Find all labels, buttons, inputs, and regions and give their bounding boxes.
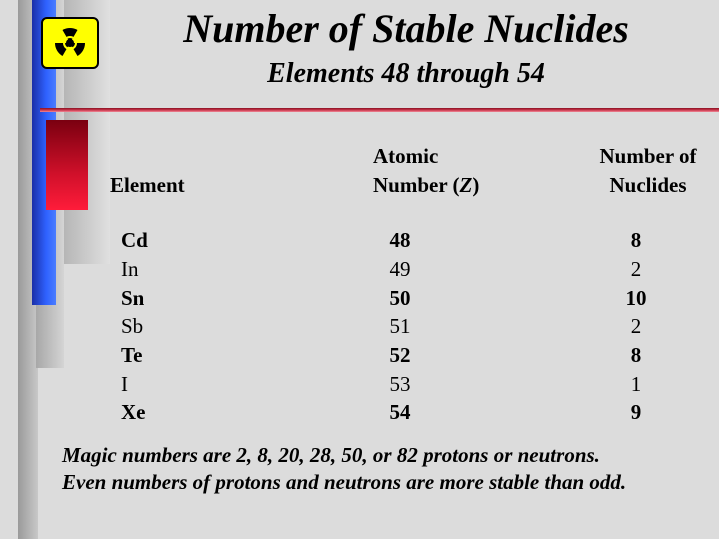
- table-row: [0, 370, 719, 398]
- page-subtitle: Elements 48 through 54: [267, 58, 545, 89]
- nuclide-count: 8: [630, 343, 642, 367]
- header-atomic-line2: [373, 171, 479, 200]
- table-row: [0, 255, 719, 283]
- element-symbol: Sb: [121, 314, 144, 338]
- header-atomic-prefix: Number (: [373, 173, 460, 197]
- nuclide-count: 2: [630, 257, 642, 281]
- element-symbol: Sn: [121, 286, 145, 310]
- header-atomic-number: [373, 142, 479, 200]
- table-row: [0, 284, 719, 312]
- nuclide-count: 9: [630, 400, 642, 424]
- atomic-number: 51: [389, 314, 411, 338]
- element-symbol: In: [121, 257, 139, 281]
- title-divider: [40, 108, 719, 112]
- header-atomic-suffix: ): [472, 173, 480, 197]
- atomic-number: 53: [389, 372, 411, 396]
- header-element: Element: [110, 173, 185, 197]
- header-nuclides: [590, 142, 706, 200]
- table-row: [0, 312, 719, 340]
- atomic-number: 48: [389, 228, 411, 252]
- page-title: Number of Stable Nuclides: [183, 6, 629, 51]
- radiation-hazard-icon: [50, 23, 90, 63]
- table-row: [0, 398, 719, 426]
- element-symbol: Te: [121, 343, 143, 367]
- note-even-odd: Even numbers of protons and neutrons are more stable than odd.: [62, 470, 627, 494]
- nuclide-count: 1: [630, 372, 642, 396]
- atomic-number: 52: [389, 343, 411, 367]
- atomic-number: 49: [389, 257, 411, 281]
- radiation-logo: [41, 17, 99, 69]
- atomic-number: 54: [389, 400, 411, 424]
- nuclide-count: 10: [625, 286, 647, 310]
- decorative-bar-red: [46, 120, 88, 210]
- table-row: [0, 341, 719, 369]
- table-row: [0, 226, 719, 254]
- element-symbol: Xe: [121, 400, 146, 424]
- element-symbol: Cd: [121, 228, 148, 252]
- element-symbol: I: [121, 372, 128, 396]
- header-atomic-var: Z: [459, 173, 473, 197]
- header-atomic-line1: Atomic: [373, 144, 439, 168]
- nuclide-count: 2: [630, 314, 642, 338]
- note-magic-numbers: Magic numbers are 2, 8, 20, 28, 50, or 82 protons or neutrons.: [62, 443, 600, 467]
- atomic-number: 50: [389, 286, 411, 310]
- nuclide-count: 8: [630, 228, 642, 252]
- header-nuclides-line1: Number of: [599, 144, 697, 168]
- header-nuclides-line2: Nuclides: [609, 173, 687, 197]
